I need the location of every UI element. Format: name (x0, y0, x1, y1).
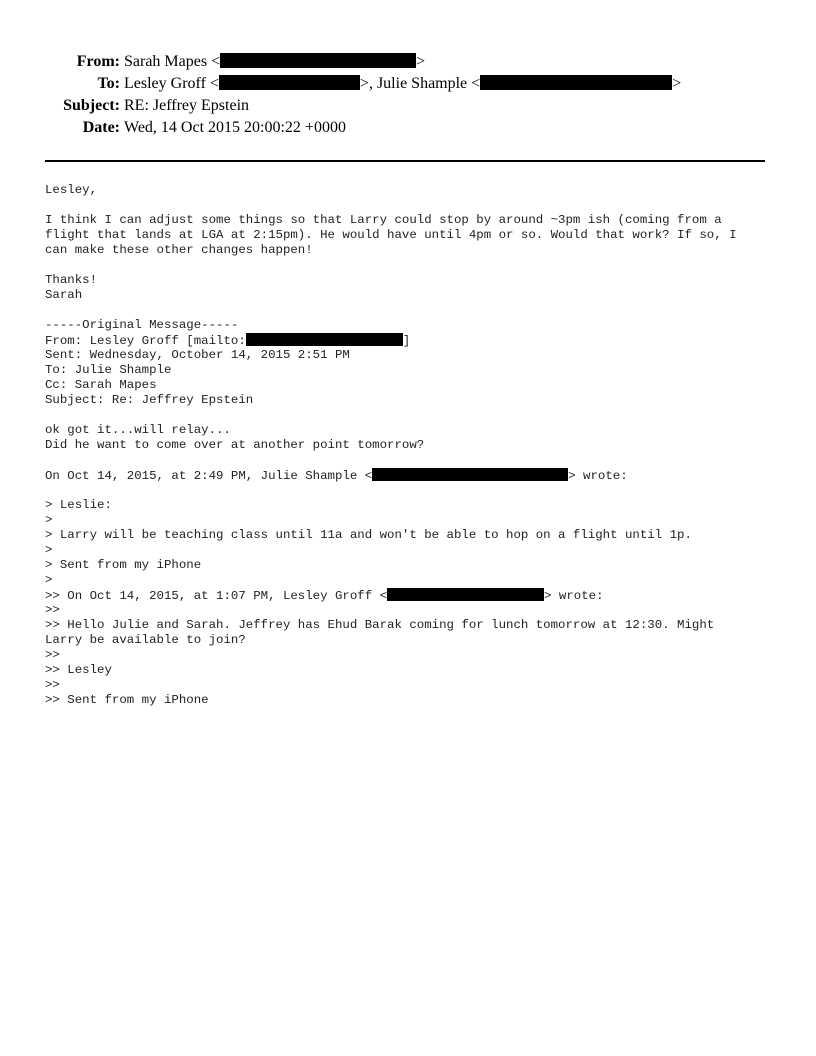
body-line: can make these other changes happen! (45, 243, 313, 257)
redaction-box (219, 75, 360, 90)
quoted-line: > (45, 543, 53, 557)
redaction-box (387, 588, 544, 601)
body-line: flight that lands at LGA at 2:15pm). He would have until 4pm or so. Would that work? If so, I (45, 228, 737, 242)
nested-quoted-line: >> Sent from my iPhone (45, 693, 209, 707)
reply-line: Did he want to come over at another point tomorrow? (45, 438, 425, 452)
date-value: Wed, 14 Oct 2015 20:00:22 +0000 (124, 119, 346, 136)
spacer (45, 198, 775, 213)
greeting: Lesley, (45, 183, 98, 197)
from-label: From: (76, 53, 120, 70)
original-from (45, 333, 775, 348)
reply-line: ok got it...will relay... (45, 423, 231, 437)
nested-quoted-line: >> Lesley (45, 663, 112, 677)
spacer (45, 483, 775, 498)
nested-quoted-line: >> (45, 648, 60, 662)
spacer (45, 258, 775, 273)
to-label: To: (97, 75, 120, 92)
nested-quote-prefix: >> On Oct 14, 2015, at 1:07 PM, Lesley Groff < (45, 589, 388, 603)
email-body (45, 183, 775, 708)
subject-value: RE: Jeffrey Epstein (124, 97, 250, 114)
original-cc: Cc: Sarah Mapes (45, 378, 157, 392)
nested-quoted-line: >> (45, 603, 60, 617)
quote-header-suffix: > wrote: (568, 469, 628, 483)
nested-quoted-line: Larry be available to join? (45, 633, 246, 647)
original-from-suffix: ] (402, 334, 411, 348)
subject-label: Subject: (63, 97, 120, 114)
quoted-line: > (45, 513, 53, 527)
header-divider (45, 160, 765, 162)
spacer (45, 453, 775, 468)
from-value (124, 52, 425, 72)
redaction-box (220, 53, 416, 68)
quoted-line: > Larry will be teaching class until 11a and won't be able to hop on a flight until 1p. (45, 528, 692, 542)
spacer (45, 303, 775, 318)
date-label: Date: (82, 119, 120, 136)
to-name-1: Lesley Groff < (124, 75, 219, 92)
nested-quote-header (45, 588, 775, 603)
quote-header-prefix: On Oct 14, 2015, at 2:49 PM, Julie Shample < (45, 469, 373, 483)
to-close: > (672, 75, 682, 92)
original-to: To: Julie Shample (45, 363, 172, 377)
quoted-line: > Leslie: (45, 498, 112, 512)
spacer (45, 408, 775, 423)
original-message-separator: -----Original Message----- (45, 318, 239, 332)
redaction-box (372, 468, 568, 481)
body-line: I think I can adjust some things so that Larry could stop by around ~3pm ish (coming from a (45, 213, 722, 227)
quote-header (45, 468, 775, 483)
to-value (124, 74, 681, 94)
nested-quoted-line: >> (45, 678, 60, 692)
from-name: Sarah Mapes < (124, 53, 221, 70)
redaction-box (246, 333, 403, 346)
original-subject: Subject: Re: Jeffrey Epstein (45, 393, 254, 407)
to-mid: >, Julie Shample < (359, 75, 481, 92)
quoted-line: > Sent from my iPhone (45, 558, 202, 572)
signature: Sarah (45, 288, 83, 302)
redaction-box (480, 75, 672, 90)
from-close: > (416, 53, 426, 70)
original-from-prefix: From: Lesley Groff [mailto: (45, 334, 246, 348)
quoted-line: > (45, 573, 53, 587)
nested-quote-suffix: > wrote: (544, 589, 604, 603)
thanks-line: Thanks! (45, 273, 98, 287)
original-sent: Sent: Wednesday, October 14, 2015 2:51 PM (45, 348, 350, 362)
nested-quoted-line: >> Hello Julie and Sarah. Jeffrey has Ehud Barak coming for lunch tomorrow at 12:30. Might (45, 618, 715, 632)
